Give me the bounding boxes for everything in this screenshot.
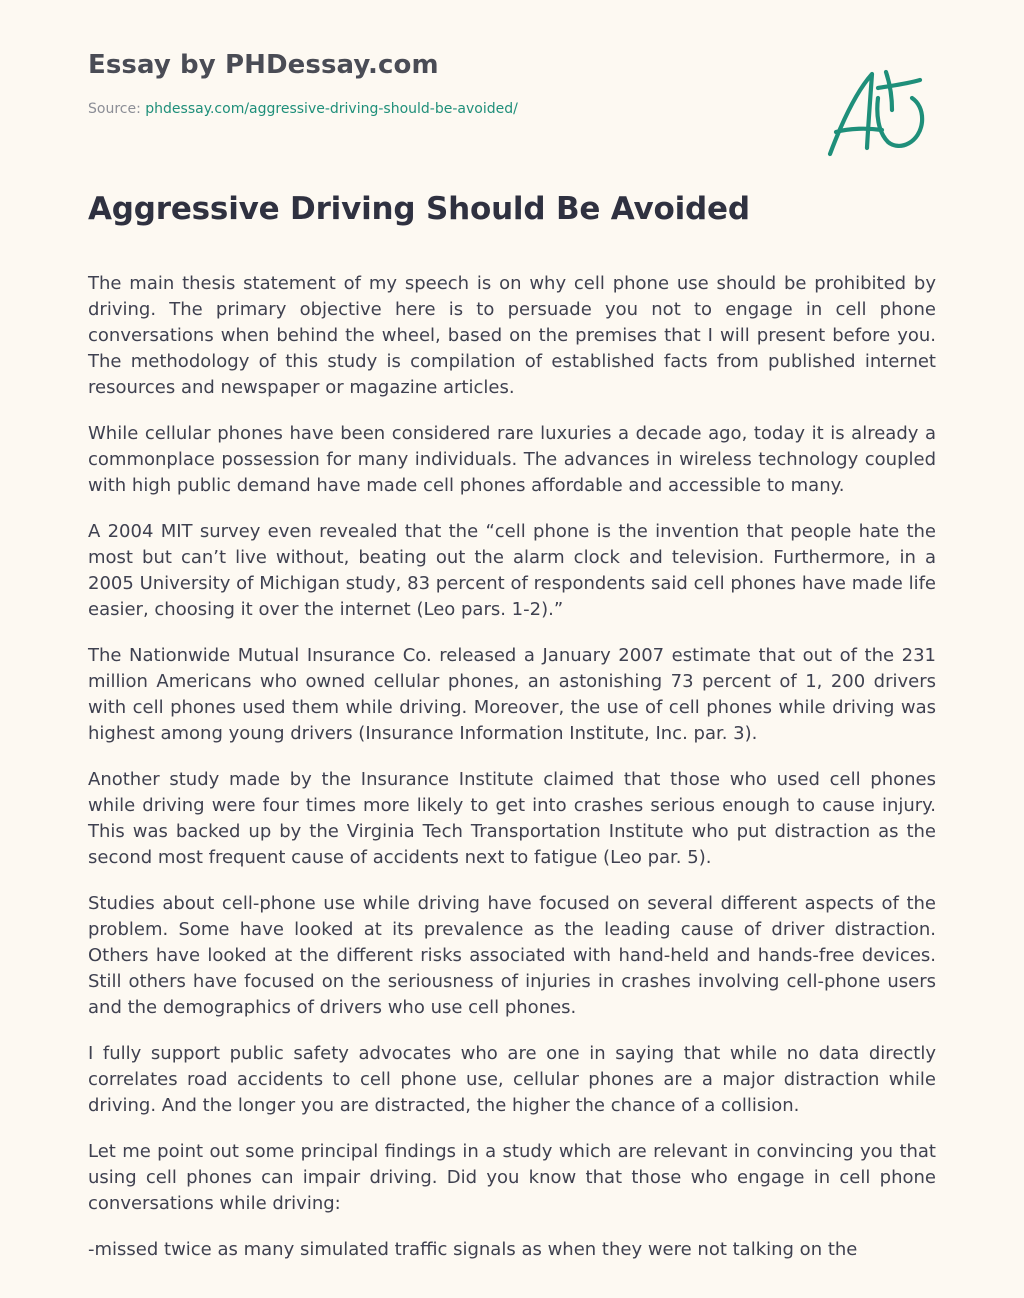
source-line <box>88 101 518 117</box>
paragraph-7: I fully support public safety advocates who are one in saying that while no data directly correlates road accidents to cell phone use, cellular phones are a major distraction while driving. And the longer you are distracted, the higher the chance of a collision. <box>88 1043 936 1116</box>
source-label: Source: <box>88 101 146 117</box>
paragraph-8: Let me point out some principal findings in a study which are relevant in convincing you that using cell phones can impair driving. Did you know that those who engage in cell phone conversations while driving: <box>88 1141 936 1214</box>
source-link[interactable]: phdessay.com/aggressive-driving-should-be-avoided/ <box>145 101 518 117</box>
paragraph-3: A 2004 MIT survey even revealed that the “cell phone is the invention that people hate the most but can’t live without, beating out the alarm clock and television. Furthermore, in a 2005 University of Michigan study, 83 percent of respondents said cell phones have made life easier, choosing it over the internet (Leo pars. 1-2).” <box>88 521 936 620</box>
paragraph-1: The main thesis statement of my speech is on why cell phone use should be prohibited by driving. The primary objective here is to persuade you not to engage in cell phone conversations when behind the wheel, based on the premises that I will present before you. The methodology of this study is compilation of established facts from published internet resources and newspaper or magazine articles. <box>88 273 936 398</box>
paragraph-5: Another study made by the Insurance Institute claimed that those who used cell phones while driving were four times more likely to get into crashes serious enough to cause injury. This was backed up by the Virginia Tech Transportation Institute who put distraction as the second most frequent cause of accidents next to fatigue (Leo par. 5). <box>88 769 936 868</box>
paragraph-2: While cellular phones have been considered rare luxuries a decade ago, today it is already a commonplace possession for many individuals. The advances in wireless technology coupled with high public demand have made cell phones affordable and accessible to many. <box>88 423 936 496</box>
a-plus-grade-icon <box>820 62 932 166</box>
paragraph-9: -missed twice as many simulated traffic signals as when they were not talking on the <box>88 1239 858 1260</box>
essay-body <box>88 271 936 1283</box>
paragraph-6: Studies about cell-phone use while driving have focused on several different aspects of the problem. Some have looked at its prevalence as the leading cause of driver distraction. Others have looked at the different risks associated with hand-held and hands-free devices. Still others have focused on the seriousness of injuries in crashes involving cell-phone users and the demographics of drivers who use cell phones. <box>88 893 936 1018</box>
essay-title: Aggressive Driving Should Be Avoided <box>88 191 750 227</box>
site-brand: Essay by PHDessay.com <box>88 50 439 80</box>
paragraph-4: The Nationwide Mutual Insurance Co. released a January 2007 estimate that out of the 231 million Americans who owned cellular phones, an astonishing 73 percent of 1, 200 drivers with cell phones used them while driving. Moreover, the use of cell phones while driving was highest among young drivers (Insurance Information Institute, Inc. par. 3). <box>88 645 936 744</box>
